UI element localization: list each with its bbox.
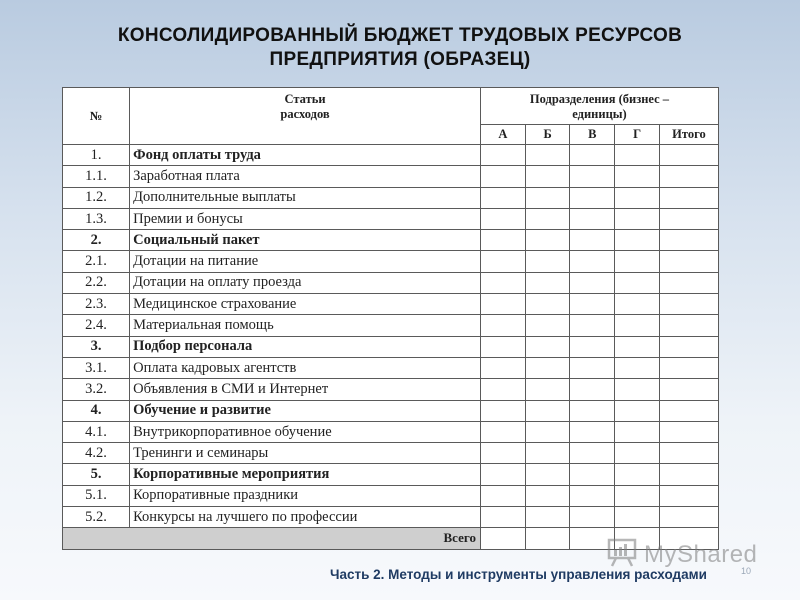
item-label: Оплата кадровых агентств bbox=[130, 357, 481, 378]
value-cell-total bbox=[659, 272, 718, 293]
table-row bbox=[63, 443, 719, 464]
value-cell-b bbox=[525, 272, 570, 293]
value-cell-b bbox=[525, 357, 570, 378]
value-cell-v bbox=[570, 208, 615, 229]
table-row bbox=[63, 464, 719, 485]
value-cell-a bbox=[480, 166, 525, 187]
value-cell-v bbox=[570, 400, 615, 421]
row-number: 5. bbox=[63, 464, 130, 485]
value-cell-b bbox=[525, 421, 570, 442]
value-cell-total bbox=[659, 315, 718, 336]
item-label: Премии и бонусы bbox=[130, 208, 481, 229]
value-cell-v bbox=[570, 421, 615, 442]
row-number: 2.2. bbox=[63, 272, 130, 293]
value-cell-b bbox=[525, 166, 570, 187]
value-cell-g bbox=[615, 272, 660, 293]
table-header-row bbox=[63, 88, 719, 125]
item-label: Материальная помощь bbox=[130, 315, 481, 336]
footer-text: Часть 2. Методы и инструменты управления расходами bbox=[330, 567, 707, 582]
header-items-line1: Статьи bbox=[284, 92, 326, 106]
row-number: 2.3. bbox=[63, 294, 130, 315]
value-cell-b bbox=[525, 230, 570, 251]
value-cell-v bbox=[570, 485, 615, 506]
header-items bbox=[130, 88, 481, 145]
value-cell-g bbox=[615, 400, 660, 421]
value-cell-v bbox=[570, 315, 615, 336]
header-unit-total: Итого bbox=[659, 125, 718, 145]
header-items-line2: расходов bbox=[280, 107, 330, 121]
item-label: Дотации на оплату проезда bbox=[130, 272, 481, 293]
section-label: Обучение и развитие bbox=[130, 400, 481, 421]
table-body bbox=[63, 145, 719, 528]
value-cell-b bbox=[525, 145, 570, 166]
row-number: 1.1. bbox=[63, 166, 130, 187]
value-cell-v bbox=[570, 336, 615, 357]
value-cell-v bbox=[570, 357, 615, 378]
value-cell-v bbox=[570, 294, 615, 315]
table-row bbox=[63, 145, 719, 166]
table-row bbox=[63, 357, 719, 378]
value-cell-a bbox=[480, 485, 525, 506]
value-cell-a bbox=[480, 336, 525, 357]
value-cell-total bbox=[659, 485, 718, 506]
value-cell-v bbox=[570, 379, 615, 400]
budget-table bbox=[62, 87, 719, 550]
item-label: Корпоративные праздники bbox=[130, 485, 481, 506]
row-number: 1.3. bbox=[63, 208, 130, 229]
value-cell-a bbox=[480, 379, 525, 400]
value-cell-b bbox=[525, 379, 570, 400]
total-cell-a bbox=[480, 528, 525, 549]
header-unit-b: Б bbox=[525, 125, 570, 145]
value-cell-b bbox=[525, 251, 570, 272]
value-cell-v bbox=[570, 145, 615, 166]
value-cell-total bbox=[659, 166, 718, 187]
value-cell-total bbox=[659, 230, 718, 251]
section-label: Социальный пакет bbox=[130, 230, 481, 251]
value-cell-a bbox=[480, 507, 525, 528]
row-number: 3.1. bbox=[63, 357, 130, 378]
value-cell-total bbox=[659, 294, 718, 315]
value-cell-total bbox=[659, 421, 718, 442]
value-cell-g bbox=[615, 315, 660, 336]
table-row bbox=[63, 421, 719, 442]
item-label: Заработная плата bbox=[130, 166, 481, 187]
value-cell-v bbox=[570, 507, 615, 528]
total-cell-b bbox=[525, 528, 570, 549]
item-label: Дотации на питание bbox=[130, 251, 481, 272]
row-number: 4.1. bbox=[63, 421, 130, 442]
value-cell-g bbox=[615, 145, 660, 166]
table-row bbox=[63, 336, 719, 357]
row-number: 5.2. bbox=[63, 507, 130, 528]
table-row bbox=[63, 230, 719, 251]
value-cell-v bbox=[570, 251, 615, 272]
row-number: 5.1. bbox=[63, 485, 130, 506]
header-number: № bbox=[63, 88, 130, 145]
value-cell-total bbox=[659, 145, 718, 166]
table-row bbox=[63, 166, 719, 187]
value-cell-g bbox=[615, 251, 660, 272]
value-cell-g bbox=[615, 357, 660, 378]
value-cell-g bbox=[615, 336, 660, 357]
value-cell-v bbox=[570, 443, 615, 464]
table-row bbox=[63, 187, 719, 208]
item-label: Тренинги и семинары bbox=[130, 443, 481, 464]
value-cell-total bbox=[659, 507, 718, 528]
value-cell-b bbox=[525, 507, 570, 528]
table-row bbox=[63, 315, 719, 336]
watermark-text: MyShared bbox=[644, 540, 758, 568]
value-cell-g bbox=[615, 443, 660, 464]
table-row bbox=[63, 379, 719, 400]
value-cell-a bbox=[480, 230, 525, 251]
value-cell-v bbox=[570, 272, 615, 293]
value-cell-a bbox=[480, 443, 525, 464]
value-cell-g bbox=[615, 507, 660, 528]
value-cell-total bbox=[659, 336, 718, 357]
row-number: 4. bbox=[63, 400, 130, 421]
row-number: 2.1. bbox=[63, 251, 130, 272]
value-cell-g bbox=[615, 421, 660, 442]
row-number: 3.2. bbox=[63, 379, 130, 400]
slide-title-line2: ПРЕДПРИЯТИЯ (ОБРАЗЕЦ) bbox=[269, 49, 531, 70]
table-row bbox=[63, 251, 719, 272]
row-number: 1. bbox=[63, 145, 130, 166]
value-cell-a bbox=[480, 251, 525, 272]
row-number: 2.4. bbox=[63, 315, 130, 336]
section-label: Подбор персонала bbox=[130, 336, 481, 357]
value-cell-g bbox=[615, 230, 660, 251]
value-cell-g bbox=[615, 166, 660, 187]
value-cell-a bbox=[480, 208, 525, 229]
item-label: Объявления в СМИ и Интернет bbox=[130, 379, 481, 400]
value-cell-g bbox=[615, 294, 660, 315]
value-cell-v bbox=[570, 166, 615, 187]
table-row bbox=[63, 507, 719, 528]
value-cell-g bbox=[615, 485, 660, 506]
value-cell-b bbox=[525, 485, 570, 506]
value-cell-total bbox=[659, 464, 718, 485]
row-number: 1.2. bbox=[63, 187, 130, 208]
header-units-line2: единицы) bbox=[572, 107, 627, 121]
value-cell-a bbox=[480, 187, 525, 208]
value-cell-total bbox=[659, 443, 718, 464]
value-cell-g bbox=[615, 208, 660, 229]
row-number: 2. bbox=[63, 230, 130, 251]
value-cell-total bbox=[659, 187, 718, 208]
value-cell-b bbox=[525, 208, 570, 229]
value-cell-b bbox=[525, 464, 570, 485]
table-row bbox=[63, 400, 719, 421]
item-label: Конкурсы на лучшего по профессии bbox=[130, 507, 481, 528]
header-unit-v: В bbox=[570, 125, 615, 145]
header-units-line1: Подразделения (бизнес – bbox=[529, 92, 670, 106]
header-unit-g: Г bbox=[615, 125, 660, 145]
value-cell-v bbox=[570, 230, 615, 251]
section-label: Корпоративные мероприятия bbox=[130, 464, 481, 485]
value-cell-b bbox=[525, 400, 570, 421]
value-cell-total bbox=[659, 208, 718, 229]
table-row bbox=[63, 272, 719, 293]
value-cell-a bbox=[480, 357, 525, 378]
value-cell-a bbox=[480, 294, 525, 315]
value-cell-b bbox=[525, 187, 570, 208]
header-units bbox=[480, 88, 718, 125]
page-number: 10 bbox=[741, 566, 752, 576]
value-cell-total bbox=[659, 379, 718, 400]
section-label: Фонд оплаты труда bbox=[130, 145, 481, 166]
table-row bbox=[63, 208, 719, 229]
slide-title bbox=[30, 24, 770, 72]
value-cell-a bbox=[480, 145, 525, 166]
value-cell-a bbox=[480, 400, 525, 421]
slide-title-line1: КОНСОЛИДИРОВАННЫЙ БЮДЖЕТ ТРУДОВЫХ РЕСУРСОВ bbox=[117, 25, 683, 46]
value-cell-total bbox=[659, 400, 718, 421]
value-cell-b bbox=[525, 294, 570, 315]
value-cell-total bbox=[659, 357, 718, 378]
value-cell-g bbox=[615, 379, 660, 400]
value-cell-v bbox=[570, 464, 615, 485]
table-row bbox=[63, 294, 719, 315]
value-cell-a bbox=[480, 464, 525, 485]
value-cell-b bbox=[525, 315, 570, 336]
value-cell-a bbox=[480, 272, 525, 293]
value-cell-v bbox=[570, 187, 615, 208]
value-cell-a bbox=[480, 421, 525, 442]
header-unit-a: А bbox=[480, 125, 525, 145]
total-label: Всего bbox=[63, 528, 481, 549]
value-cell-g bbox=[615, 464, 660, 485]
value-cell-b bbox=[525, 443, 570, 464]
item-label: Дополнительные выплаты bbox=[130, 187, 481, 208]
item-label: Внутрикорпоративное обучение bbox=[130, 421, 481, 442]
table-row bbox=[63, 485, 719, 506]
value-cell-b bbox=[525, 336, 570, 357]
row-number: 3. bbox=[63, 336, 130, 357]
item-label: Медицинское страхование bbox=[130, 294, 481, 315]
value-cell-total bbox=[659, 251, 718, 272]
row-number: 4.2. bbox=[63, 443, 130, 464]
value-cell-g bbox=[615, 187, 660, 208]
value-cell-a bbox=[480, 315, 525, 336]
